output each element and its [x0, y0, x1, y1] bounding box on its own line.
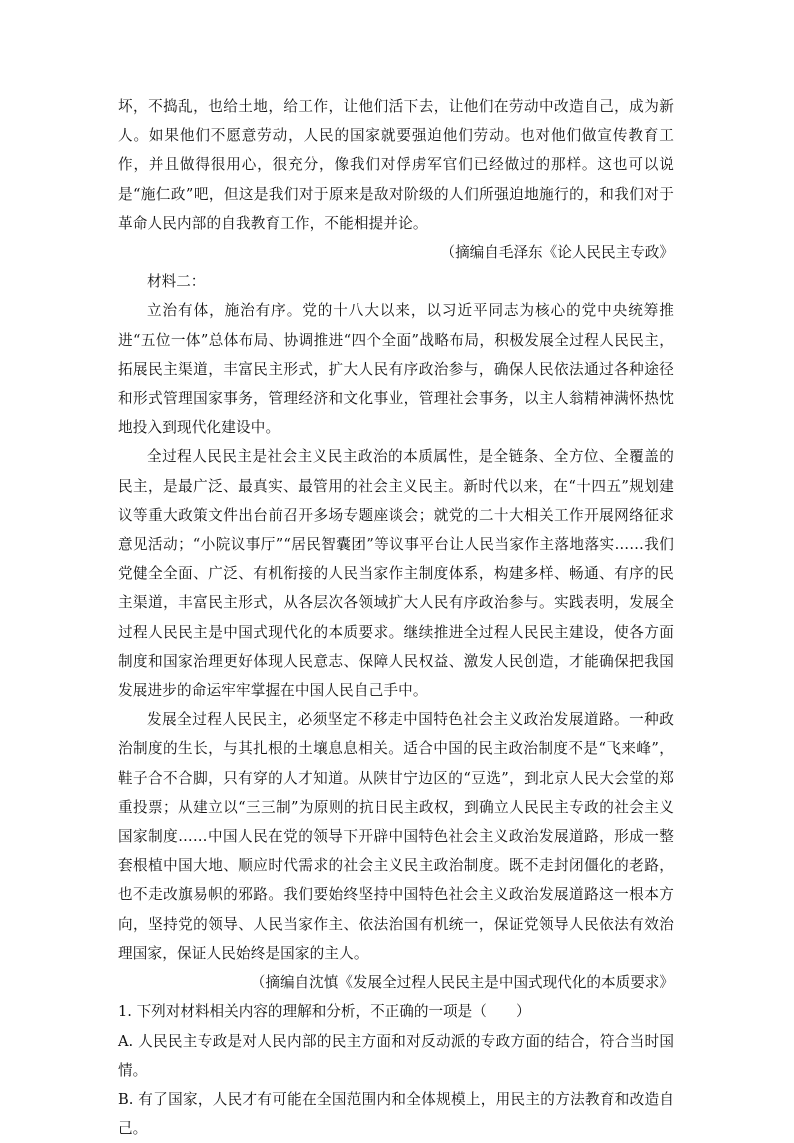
- source-citation-1: （摘编自毛泽东《论人民民主专政》: [440, 244, 674, 262]
- option-a: A. 人民民主专政是对人民内部的民主方面和对反动派的专政方面的结合，符合当时国情。: [118, 1032, 674, 1079]
- material-2-label: 材料二：: [147, 273, 206, 291]
- paragraph-material2-1: 立治有体，施治有序。党的十八大以来，以习近平同志为核心的党中央统筹推进“五位一体”总体布局、协调推进“四个全面”战略布局，积极发展全过程人民民主，拓展民主渠道，丰富民主形式，扩大人民有序政治参与，确保人民依法通过各种途径和形式管理国家事务，管理经济和文化事业，管理社会事务，以主人翁精神满怀热忱地投入到现代化建设中。: [118, 302, 674, 437]
- paragraph-material2-2: 全过程人民民主是社会主义民主政治的本质属性，是全链条、全方位、全覆盖的民主，是最广泛、最真实、最管用的社会主义民主。新时代以来，在“十四五”规划建议等重大政策文件出台前召开多场专题座谈会；就党的二十大相关工作开展网络征求意见活动；“小院议事厅”“居民智囊团”等议事平台让人民当家作主落地落实……我们党健全全面、广泛、有机衔接的人民当家作主制度体系，构建多样、畅通、有序的民主渠道，丰富民主形式，从各层次各领域扩大人民有序政治参与。实践表明，发展全过程人民民主是中国式现代化的本质要求。继续推进全过程人民民主建设，使各方面制度和国家治理更好体现人民意志、保障人民权益、激发人民创造，才能确保把我国发展进步的命运牢牢掌握在中国人民自己手中。: [118, 448, 674, 700]
- source-citation-2: （摘编自沈慎《发展全过程人民民主是中国式现代化的本质要求》: [250, 974, 674, 992]
- paragraph-continuation: 坏，不捣乱，也给土地，给工作，让他们活下去，让他们在劳动中改造自己，成为新人。如果他们不愿意劳动，人民的国家就要强迫他们劳动。也对他们做宣传教育工作，并且做得很用心，很充分，像我们对俘虏军官们已经做过的那样。这也可以说是“施仁政”吧，但这是我们对于原来是敌对阶级的人们所强迫地施行的，和我们对于革命人民内部的自我教育工作，不能相提并论。: [118, 98, 674, 232]
- question-1: 1. 下列对材料相关内容的理解和分析，不正确的一项是（ ）: [118, 1003, 531, 1021]
- option-b: B. 有了国家，人民才有可能在全国范围内和全体规模上，用民主的方法教育和改造自己。: [118, 1090, 674, 1138]
- document-page: [118, 92, 674, 1143]
- paragraph-material2-3: 发展全过程人民民主，必须坚定不移走中国特色社会主义政治发展道路。一种政治制度的生长，与其扎根的土壤息息相关。适合中国的民主政治制度不是“飞来峰”，鞋子合不合脚，只有穿的人才知道。从陕甘宁边区的“豆选”，到北京人民大会堂的郑重投票；从建立以“三三制”为原则的抗日民主政权，到确立人民民主专政的社会主义国家制度……中国人民在党的领导下开辟中国特色社会主义政治发展道路，形成一整套根植中国大地、顺应时代需求的社会主义民主政治制度。既不走封闭僵化的老路，也不走改旗易帜的邪路。我们要始终坚持中国特色社会主义政治发展道路这一根本方向，坚持党的领导、人民当家作主、依法治国有机统一，保证党领导人民依法有效治理国家，保证人民始终是国家的主人。: [118, 711, 674, 962]
